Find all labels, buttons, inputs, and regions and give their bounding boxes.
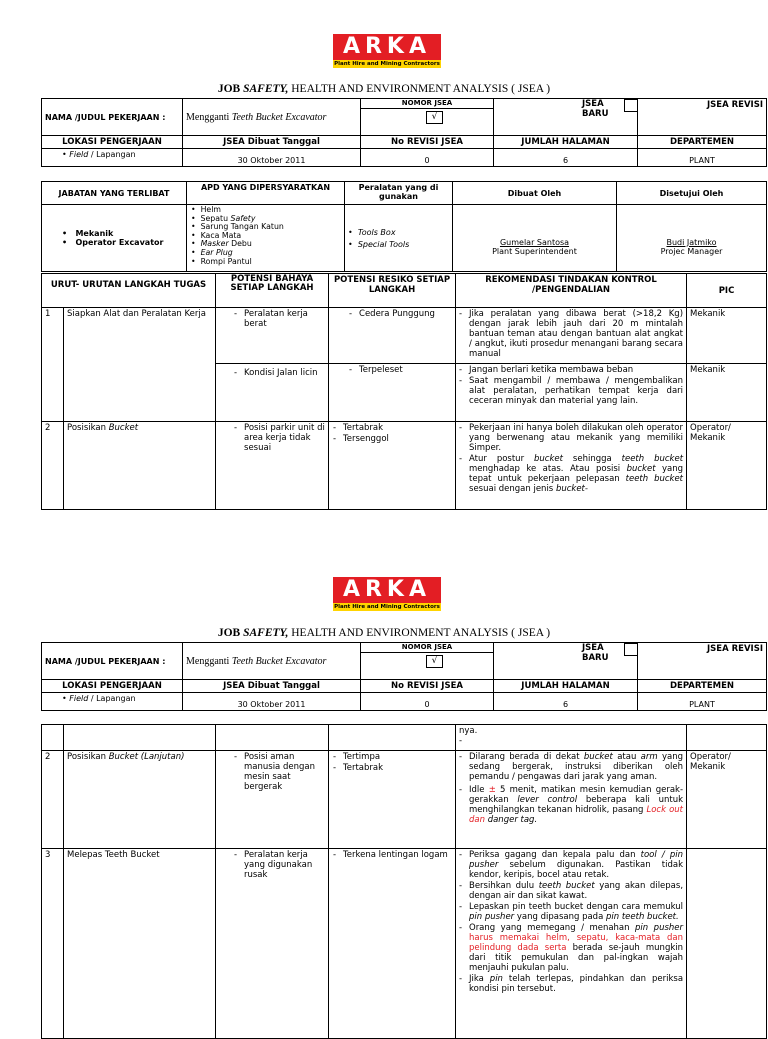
steps-table-2: nya. - 2 Posisikan Bucket (Lanjutan) - Posisi aman manusia dengan mesin saat bergerak - Tertimpa - Tertabrak - Dilarang berada di dekat bucket atau arm yang sedang bergerak, instruksi diberikan oleh pemandu / pengawas dari jarak yang aman. - Idle ± 5 menit, matikan mesin kemudian gerak-gerakkan lever control beberapa kali untuk menghilangkan tekanan hidrolik, pasang Lock out dan danger tag. Operator/ Mekanik 3 Melepas Teeth Bucket - Peralatan kerja yang digunakan rusak - Terkena lentingan logam - Periksa gagang dan kepala palu dan tool / pin pusher sebelum digunakan. Pastikan tidak kendor, keripis, bocel atau retak. - Bersihkan dulu teeth bucket yang akan dilepas, dengan air dan sikat kawat. - Lepaskan pin teeth bucket dengan cara memukul pin pusher yang dipasang pada pin teeth bucket. - Orang yang memegang / menahan pin pusher harus memakai helm, sepatu, kaca-mata dan pelindung dada serta berada se-jauh mungkin dari titik pemukulan dan pal-ingkan wajah menjauhi pukulan palu. - Jika pin telah terlepas, pindahkan dan periksa kondisi pin tersebut. [41,724,767,1039]
logo-tagline: Plant Hire and Mining Contractors [334,61,440,67]
nama-value: Mengganti Teeth Bucket Excavator [183,99,361,136]
jsea-baru-box-2[interactable] [624,643,638,656]
nomor-cell: NOMOR JSEA √ [361,99,494,136]
arka-logo-2: ARKA Plant Hire and Mining Contractors [334,577,440,610]
jsea-check-box[interactable]: √ [426,111,443,124]
document-title-2: JOB SAFETY, HEALTH AND ENVIRONMENT ANALYSIS ( JSEA ) [217,627,551,639]
logo-text: ARKA [333,34,441,60]
disetujui-oleh: Budi Jatmiko Projec Manager [617,205,767,272]
jsea-baru-box[interactable] [624,99,638,112]
apd-list: • Helm • Sepatu Safety • Sarung Tangan Katun • Kaca Mata • Masker Debu • Ear Plug • Rompi Pantul [187,205,345,272]
document-title: JOB SAFETY, HEALTH AND ENVIRONMENT ANALYSIS ( JSEA ) [217,83,551,95]
peralatan-list: • Tools Box • Special Tools [345,205,453,272]
nama-label: NAMA /JUDUL PEKERJAAN : [42,99,183,136]
header-table-2: NAMA /JUDUL PEKERJAAN : Mengganti Teeth Bucket Excavator NOMOR JSEA √ JSEA BARU JSEA REVISI LOKASI PENGERJAAN JSEA Dibuat Tanggal No REVISI JSEA JUMLAH HALAMAN DEPARTEMEN • Field / Lapangan 30 Oktober 2011 0 6 PLANT [41,642,767,711]
revisi-label: JSEA REVISI [638,99,767,136]
jabatan-list: • Mekanik • Operator Excavator [42,205,187,272]
header-table: NAMA /JUDUL PEKERJAAN : Mengganti Teeth Bucket Excavator NOMOR JSEA √ JSEA BARU JSEA REVISI LOKASI PENGERJAAN JSEA Dibuat Tanggal No REVISI JSEA JUMLAH HALAMAN DEPARTEMEN • Field / Lapangan 30 Oktober 2011 0 6 PLANT [41,98,767,167]
steps-table-1: URUT- URUTAN LANGKAH TUGAS POTENSI BAHAYA SETIAP LANGKAH POTENSI RESIKO SETIAP LANGKAH REKOMENDASI TINDAKAN KONTROL /PENGENDALIAN PIC 1 Siapkan Alat dan Peralatan Kerja - Peralatan kerja berat - Cedera Punggung - Jika peralatan yang dibawa berat (>18,2 Kg) dengan jarak lebih jauh dari 20 m mintalah bantuan teman atau dengan bantuan alat angkat / angkut, ikuti prosedur menangani barang secara manual Mekanik - Kondisi Jalan licin - Terpeleset - Jangan berlari ketika membawa beban - Saat mengambil / membawa / mengembalikan alat peralatan, perhatikan tempat kerja dari ceceran minyak dan material yang lain. Mekanik 2 Posisikan Bucket - Posisi parkir unit di area kerja tidak sesuai - Tertabrak - Tersenggol - Pekerjaan ini hanya boleh dilakukan oleh operator yang berwenang atau mekanik yang memiliki Simper. - Atur postur bucket sehingga teeth bucket menghadap ke atas. Atau posisi bucket yang tepat untuk pekerjaan pelepasan teeth bucket sesuai dengan jenis bucket- Operator/ Mekanik [41,273,767,510]
info-table: JABATAN YANG TERLIBAT APD YANG DIPERSYARATKAN Peralatan yang di gunakan Dibuat Oleh Disetujui Oleh • Mekanik • Operator Excavator • Helm • Sepatu Safety • Sarung Tangan Katun • Kaca Mata • Masker Debu • Ear Plug • Rompi Pantul • Tools Box • Special Tools Gumelar Santosa Plant Superintendent Budi Jatmiko Projec Manager [41,181,767,272]
arka-logo [333,34,441,68]
lokasi-value: • Field / Lapangan [42,149,183,167]
baru-cell: JSEA BARU [494,99,638,136]
dibuat-oleh: Gumelar Santosa Plant Superintendent [453,205,617,272]
jsea-check-box-2[interactable]: √ [426,655,443,668]
